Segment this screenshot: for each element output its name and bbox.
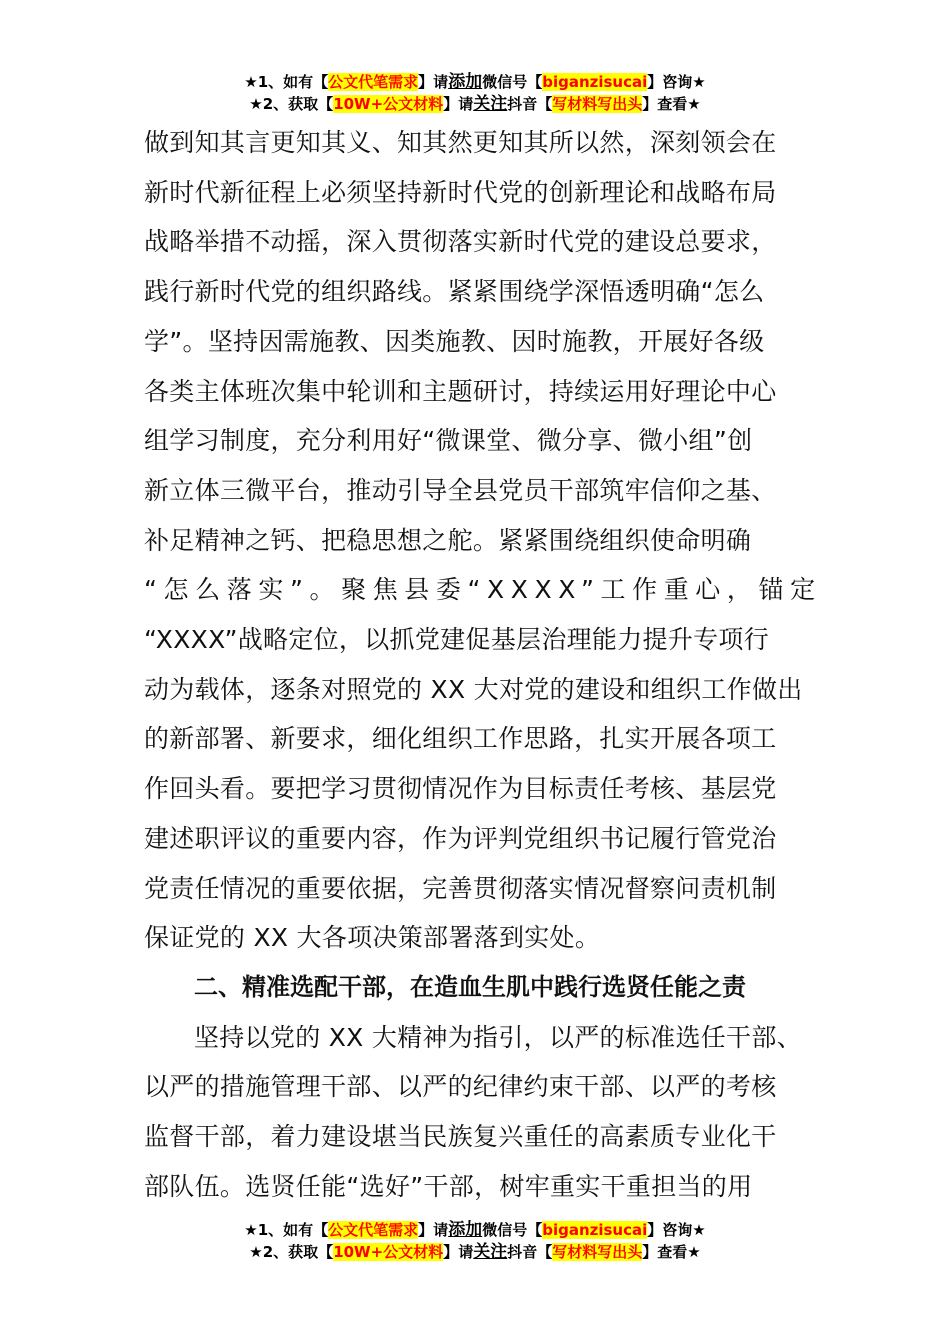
highlight-douyin-account: 写材料写出头 bbox=[552, 1243, 643, 1261]
text-line: 做到知其言更知其义、知其然更知其所以然，深刻领会在 bbox=[144, 128, 777, 157]
underlined-word: 关注 bbox=[473, 94, 508, 114]
underlined-word: 添加 bbox=[448, 72, 483, 92]
notice-text: 】请 bbox=[418, 73, 449, 91]
notice-text: 】请 bbox=[418, 1221, 449, 1239]
document-body bbox=[144, 118, 822, 1211]
text-line: 部队伍。选贤任能“选好”干部，树牢重实干重担当的用 bbox=[144, 1171, 753, 1201]
text-line: “怎么落实”。聚焦县委“XXXX”工作重心，锚定 bbox=[144, 575, 822, 605]
notice-text: 】请 bbox=[443, 1243, 474, 1261]
text-line: 各类主体班次集中轮训和主题研讨，持续运用好理论中心 bbox=[144, 376, 777, 406]
notice-text: 】咨询★ bbox=[647, 73, 706, 91]
text-line: 新立体三微平台，推动引导全县党员干部筑牢信仰之基、 bbox=[144, 475, 777, 505]
text-line: 作回头看。要把学习贯彻情况作为目标责任考核、基层党 bbox=[144, 774, 777, 804]
notice-text: ★2、获取【 bbox=[249, 95, 334, 113]
notice-line-2 bbox=[0, 94, 950, 116]
text-line: 坚持以党的 XX 大精神为指引，以严的标准选任干部、 bbox=[194, 1022, 802, 1052]
notice-text: 】查看★ bbox=[642, 1243, 701, 1261]
highlight-wechat-id: biganzisucai bbox=[542, 1221, 648, 1239]
highlight-service: 公文代笔需求 bbox=[328, 73, 419, 91]
highlight-materials: 10W+公文材料 bbox=[333, 1243, 444, 1261]
notice-text: 】查看★ bbox=[642, 95, 701, 113]
text-line: 建述职评议的重要内容，作为评判党组织书记履行管党治 bbox=[144, 823, 777, 853]
text-line: 补足精神之钙、把稳思想之舵。紧紧围绕组织使命明确 bbox=[144, 525, 752, 555]
paragraph-2 bbox=[144, 1013, 806, 1212]
text-line: 组学习制度，充分利用好“微课堂、微分享、微小组”创 bbox=[144, 426, 753, 456]
notice-line-1 bbox=[0, 72, 950, 94]
text-line: “XXXX”战略定位，以抓党建促基层治理能力提升专项行 bbox=[144, 625, 770, 655]
notice-text: ★1、如有【 bbox=[244, 1221, 329, 1239]
notice-text: 微信号【 bbox=[482, 73, 543, 91]
notice-text: ★1、如有【 bbox=[244, 73, 329, 91]
text-line: 监督干部，着力建设堪当民族复兴重任的高素质专业化干 bbox=[144, 1122, 777, 1152]
notice-text: 】请 bbox=[443, 95, 474, 113]
text-line: 党责任情况的重要依据，完善贯彻落实情况督察问责机制 bbox=[144, 873, 777, 903]
paragraph-1 bbox=[144, 118, 822, 963]
text-line: 以严的措施管理干部、以严的纪律约束干部、以严的考核 bbox=[144, 1072, 777, 1102]
highlight-douyin-account: 写材料写出头 bbox=[552, 95, 643, 113]
notice-text: 微信号【 bbox=[482, 1221, 543, 1239]
text-line: 新时代新征程上必须坚持新时代党的创新理论和战略布局 bbox=[144, 177, 777, 207]
section-heading: 二、精准选配干部，在造血生肌中践行选贤任能之责 bbox=[194, 972, 746, 1001]
notice-text: 抖音【 bbox=[507, 1243, 553, 1261]
text-line: 的新部署、新要求，细化组织工作思路，扎实开展各项工 bbox=[144, 724, 777, 754]
header-notice bbox=[0, 72, 950, 116]
highlight-materials: 10W+公文材料 bbox=[333, 95, 444, 113]
text-line: 战略举措不动摇，深入贯彻落实新时代党的建设总要求， bbox=[144, 227, 777, 257]
text-line: 践行新时代党的组织路线。紧紧围绕学深悟透明确“怎么 bbox=[144, 277, 765, 307]
underlined-word: 添加 bbox=[448, 1220, 483, 1240]
text-line: 保证党的 XX 大各项决策部署落到实处。 bbox=[144, 923, 601, 953]
footer-notice bbox=[0, 1220, 950, 1264]
notice-line-1 bbox=[0, 1220, 950, 1242]
highlight-wechat-id: biganzisucai bbox=[542, 73, 648, 91]
text-line: 动为载体，逐条对照党的 XX 大对党的建设和组织工作做出 bbox=[144, 674, 803, 704]
notice-text: 抖音【 bbox=[507, 95, 553, 113]
underlined-word: 关注 bbox=[473, 1242, 508, 1262]
text-line: 学”。坚持因需施教、因类施教、因时施教，开展好各级 bbox=[144, 326, 765, 356]
notice-line-2 bbox=[0, 1242, 950, 1264]
notice-text: ★2、获取【 bbox=[249, 1243, 334, 1261]
highlight-service: 公文代笔需求 bbox=[328, 1221, 419, 1239]
notice-text: 】咨询★ bbox=[647, 1221, 706, 1239]
